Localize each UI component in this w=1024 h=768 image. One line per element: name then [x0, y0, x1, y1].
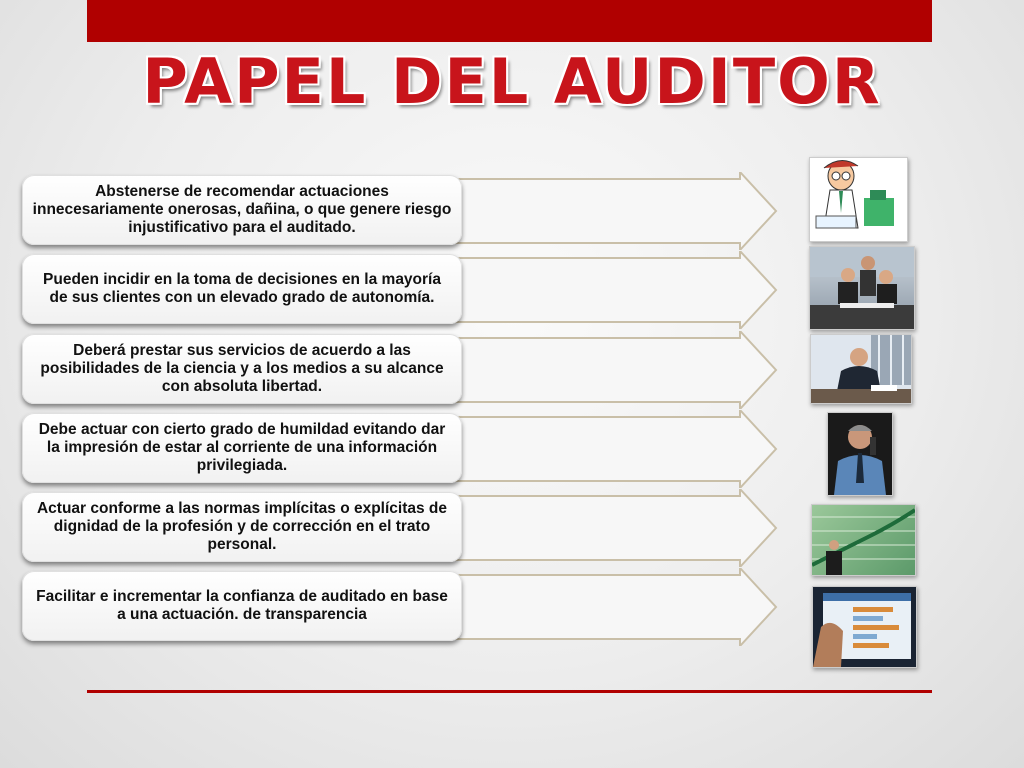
man-with-graph-photo [811, 504, 916, 576]
screen-chart-photo [812, 586, 917, 668]
row-arrow [440, 568, 780, 646]
list-item: Facilitar e incrementar la confianza de auditado en base a una actuación. de transparencia [22, 571, 462, 641]
row-arrow [440, 489, 780, 567]
list-item: Actuar conforme a las normas implícitas o explícitas de dignidad de la profesión y de corrección en el trato personal. [22, 492, 462, 562]
businessman-desk-photo [810, 334, 912, 404]
man-on-phone-photo [827, 412, 893, 496]
list-item: Deberá prestar sus servicios de acuerdo a las posibilidades de la ciencia y a los medios a su alcance con absoluta libertad. [22, 334, 462, 404]
row-arrow [440, 331, 780, 409]
bottom-red-line [87, 690, 932, 693]
row-arrow [440, 410, 780, 488]
business-meeting-photo [809, 246, 915, 330]
page-title: PAPEL DEL AUDITOR [142, 45, 882, 118]
list-item: Abstenerse de recomendar actuaciones innecesariamente onerosas, dañina, o que genere riesgo injustificativo para el auditado. [22, 175, 462, 245]
cartoon-auditor-icon [809, 157, 908, 242]
list-item: Pueden incidir en la toma de decisiones en la mayoría de sus clientes con un elevado grado de autonomía. [22, 254, 462, 324]
row-arrow [440, 172, 780, 250]
list-item: Debe actuar con cierto grado de humildad evitando dar la impresión de estar al corriente de una información privilegiada. [22, 413, 462, 483]
row-arrow [440, 251, 780, 329]
